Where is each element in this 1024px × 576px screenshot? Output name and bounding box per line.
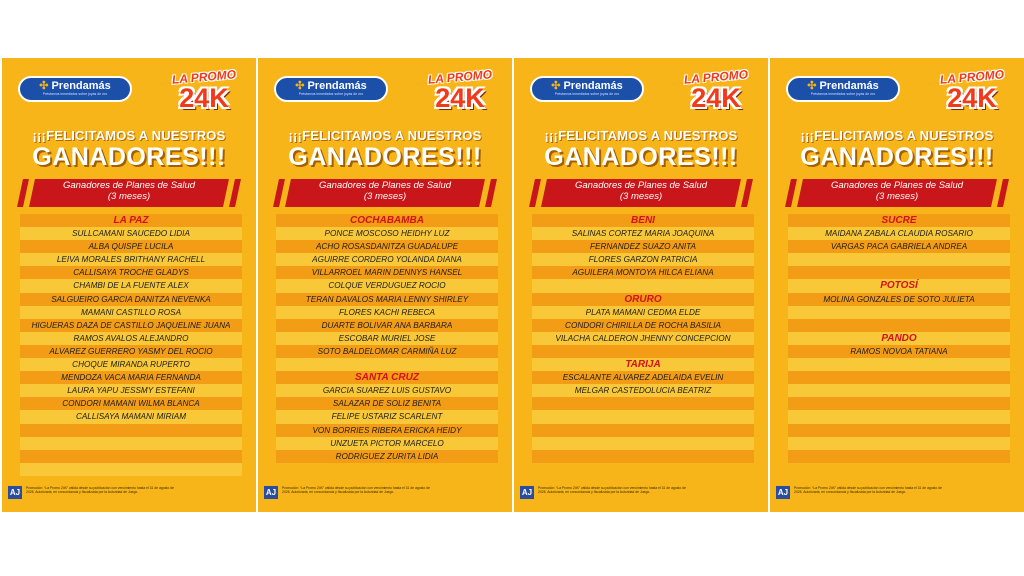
winner-row: CONDORI MAMANI WILMA BLANCA <box>20 397 242 410</box>
headline <box>514 128 768 171</box>
logo-text: Prendamás <box>819 80 879 92</box>
winner-row <box>532 424 754 437</box>
winner-row <box>788 450 1010 463</box>
winner-row <box>788 371 1010 384</box>
logo-mark-icon: ✣ <box>807 80 817 92</box>
winner-row: SULLCAMANI SAUCEDO LIDIA <box>20 227 242 240</box>
banner-stripe <box>741 179 753 207</box>
winner-row: VARGAS PACA GABRIELA ANDREA <box>788 240 1010 253</box>
winner-row: ESCALANTE ALVAREZ ADELAIDA EVELIN <box>532 371 754 384</box>
legal-footer: Promoción: “La Promo 24K” válida desde su publicación con vencimiento hasta el 31 de agosto de 2025. Autorizada, en concordancia y fiscalizada por la Autoridad de Juego. <box>794 486 942 495</box>
headline <box>258 128 512 171</box>
prendamas-logo <box>274 76 388 102</box>
department-heading: SUCRE <box>788 214 1010 227</box>
winner-row <box>788 358 1010 371</box>
prendamas-logo <box>18 76 132 102</box>
department-heading: LA PAZ <box>20 214 242 227</box>
headline-line1: ¡¡¡FELICITAMOS A NUESTROS <box>32 128 226 143</box>
promo-24k-badge <box>680 67 752 119</box>
winner-row: SALGUEIRO GARCIA DANITZA NEVENKA <box>20 293 242 306</box>
winner-row: AGUILERA MONTOYA HILCA ELIANA <box>532 266 754 279</box>
winner-row <box>532 279 754 292</box>
legal-footer: Promoción: “La Promo 24K” válida desde su publicación con vencimiento hasta el 31 de agosto de 2025. Autorizada, en concordancia y fiscalizada por la Autoridad de Juego. <box>538 486 686 495</box>
banner-line1: Ganadores de Planes de Salud <box>830 180 964 191</box>
logo-mark-icon: ✣ <box>295 80 305 92</box>
banner-stripe <box>485 179 497 207</box>
winner-row: SALAZAR DE SOLIZ BENITA <box>276 397 498 410</box>
section-banner-text <box>288 181 482 202</box>
winner-row: LAURA YAPU JESSMY ESTEFANI <box>20 384 242 397</box>
winner-row: HIGUERAS DAZA DE CASTILLO JAQUELINE JUANA <box>20 319 242 332</box>
winner-row: LEIVA MORALES BRITHANY RACHELL <box>20 253 242 266</box>
winner-row: VON BORRIES RIBERA ERICKA HEIDY <box>276 424 498 437</box>
winners-list <box>276 214 498 463</box>
banner-stripe <box>229 179 241 207</box>
winner-row <box>532 450 754 463</box>
winner-row <box>788 319 1010 332</box>
winners-list <box>788 214 1010 463</box>
winner-row <box>788 306 1010 319</box>
winner-row: FELIPE USTARIZ SCARLENT <box>276 410 498 423</box>
winner-row: MAMANI CASTILLO ROSA <box>20 306 242 319</box>
winner-row: VILACHA CALDERON JHENNY CONCEPCION <box>532 332 754 345</box>
banner-line1: Ganadores de Planes de Salud <box>318 180 452 191</box>
promo-24k-badge <box>168 67 240 119</box>
department-heading: COCHABAMBA <box>276 214 498 227</box>
headline-line2: GANADORES!!! <box>32 143 226 171</box>
winner-row: ESCOBAR MURIEL JOSE <box>276 332 498 345</box>
banner-stripe <box>785 179 797 207</box>
banner-line1: Ganadores de Planes de Salud <box>62 180 196 191</box>
winner-row: MENDOZA VACA MARIA FERNANDA <box>20 371 242 384</box>
promo-top-text: LA PROMO <box>427 67 493 87</box>
winner-row: AGUIRRE CORDERO YOLANDA DIANA <box>276 253 498 266</box>
winner-row: SALINAS CORTEZ MARIA JOAQUINA <box>532 227 754 240</box>
winner-row: CHAMBI DE LA FUENTE ALEX <box>20 279 242 292</box>
logo-mark-icon: ✣ <box>551 80 561 92</box>
winner-row <box>788 266 1010 279</box>
logo-text: Prendamás <box>51 80 111 92</box>
winner-row <box>20 463 242 476</box>
winner-row <box>788 384 1010 397</box>
headline-line2: GANADORES!!! <box>800 143 994 171</box>
logo-tagline: Préstamos inmediatos sobre joyas de oro <box>810 92 876 96</box>
promo-top-text: LA PROMO <box>683 67 749 87</box>
winner-row: FERNANDEZ SUAZO ANITA <box>532 240 754 253</box>
department-heading: POTOSÍ <box>788 279 1010 292</box>
logo-text: Prendamás <box>307 80 367 92</box>
winner-row: RAMOS NOVOA TATIANA <box>788 345 1010 358</box>
promo-big-text: 24K <box>947 83 997 113</box>
winners-poster-1 <box>2 58 256 512</box>
winner-row <box>788 424 1010 437</box>
winner-row: CALLISAYA TROCHE GLADYS <box>20 266 242 279</box>
winner-row: GARCIA SUAREZ LUIS GUSTAVO <box>276 384 498 397</box>
winners-poster-2 <box>258 58 512 512</box>
department-heading: TARIJA <box>532 358 754 371</box>
winner-row <box>532 437 754 450</box>
banner-line2: (3 meses) <box>619 190 663 202</box>
logo-tagline: Préstamos inmediatos sobre joyas de oro <box>298 92 364 96</box>
winner-row <box>788 253 1010 266</box>
banner-line2: (3 meses) <box>875 190 919 202</box>
winner-row: FLORES GARZON PATRICIA <box>532 253 754 266</box>
logo-tagline: Préstamos inmediatos sobre joyas de oro <box>42 92 108 96</box>
department-heading: PANDO <box>788 332 1010 345</box>
winner-row <box>788 397 1010 410</box>
prendamas-logo <box>786 76 900 102</box>
section-banner-text <box>800 181 994 202</box>
winner-row: ALBA QUISPE LUCILA <box>20 240 242 253</box>
headline <box>770 128 1024 171</box>
headline-line1: ¡¡¡FELICITAMOS A NUESTROS <box>544 128 738 143</box>
winner-row: ALVAREZ GUERRERO YASMY DEL ROCIO <box>20 345 242 358</box>
winners-list <box>20 214 242 476</box>
authority-logo: AJ <box>521 488 533 497</box>
banner-line2: (3 meses) <box>363 190 407 202</box>
winner-row <box>788 410 1010 423</box>
winners-list <box>532 214 754 463</box>
headline-line1: ¡¡¡FELICITAMOS A NUESTROS <box>800 128 994 143</box>
logo-text: Prendamás <box>563 80 623 92</box>
department-heading: ORURO <box>532 293 754 306</box>
winner-row <box>532 345 754 358</box>
winner-row: MELGAR CASTEDOLUCIA BEATRIZ <box>532 384 754 397</box>
winner-row: COLQUE VERDUGUEZ ROCIO <box>276 279 498 292</box>
legal-footer: Promoción: “La Promo 24K” válida desde su publicación con vencimiento hasta el 31 de agosto de 2025. Autorizada, en concordancia y fiscalizada por la Autoridad de Juego. <box>26 486 174 495</box>
winner-row: SOTO BALDELOMAR CARMIÑA LUZ <box>276 345 498 358</box>
promo-24k-badge <box>424 67 496 119</box>
banner-stripe <box>273 179 285 207</box>
winner-row: ACHO ROSASDANITZA GUADALUPE <box>276 240 498 253</box>
section-banner-text <box>544 181 738 202</box>
winner-row: FLORES KACHI REBECA <box>276 306 498 319</box>
winner-row <box>20 424 242 437</box>
winner-row: UNZUETA PICTOR MARCELO <box>276 437 498 450</box>
winner-row: MAIDANA ZABALA CLAUDIA ROSARIO <box>788 227 1010 240</box>
headline-line2: GANADORES!!! <box>288 143 482 171</box>
promo-big-text: 24K <box>691 83 741 113</box>
winners-poster-3 <box>514 58 768 512</box>
department-heading: BENI <box>532 214 754 227</box>
promo-big-text: 24K <box>435 83 485 113</box>
banner-line1: Ganadores de Planes de Salud <box>574 180 708 191</box>
authority-logo: AJ <box>9 488 21 497</box>
banner-stripe <box>997 179 1009 207</box>
section-banner-text <box>32 181 226 202</box>
winner-row: RAMOS AVALOS ALEJANDRO <box>20 332 242 345</box>
winner-row: CALLISAYA MAMANI MIRIAM <box>20 410 242 423</box>
winner-row: RODRIGUEZ ZURITA LIDIA <box>276 450 498 463</box>
winner-row <box>20 450 242 463</box>
authority-logo: AJ <box>777 488 789 497</box>
logo-tagline: Préstamos inmediatos sobre joyas de oro <box>554 92 620 96</box>
authority-logo: AJ <box>265 488 277 497</box>
banner-stripe <box>529 179 541 207</box>
winner-row <box>788 437 1010 450</box>
winner-row: PONCE MOSCOSO HEIDHY LUZ <box>276 227 498 240</box>
winner-row: CHOQUE MIRANDA RUPERTO <box>20 358 242 371</box>
prendamas-logo <box>530 76 644 102</box>
legal-footer: Promoción: “La Promo 24K” válida desde su publicación con vencimiento hasta el 31 de agosto de 2025. Autorizada, en concordancia y fiscalizada por la Autoridad de Juego. <box>282 486 430 495</box>
winners-poster-4 <box>770 58 1024 512</box>
department-heading: SANTA CRUZ <box>276 371 498 384</box>
headline <box>2 128 256 171</box>
winner-row: PLATA MAMANI CEDMA ELDE <box>532 306 754 319</box>
winner-row: VILLARROEL MARIN DENNYS HANSEL <box>276 266 498 279</box>
winner-row <box>532 397 754 410</box>
logo-mark-icon: ✣ <box>39 80 49 92</box>
winner-row <box>276 358 498 371</box>
winner-row: CONDORI CHIRILLA DE ROCHA BASILIA <box>532 319 754 332</box>
promo-big-text: 24K <box>179 83 229 113</box>
winner-row: TERAN DAVALOS MARIA LENNY SHIRLEY <box>276 293 498 306</box>
promo-top-text: LA PROMO <box>171 67 237 87</box>
promo-top-text: LA PROMO <box>939 67 1005 87</box>
winner-row <box>20 437 242 450</box>
banner-stripe <box>17 179 29 207</box>
winner-row: MOLINA GONZALES DE SOTO JULIETA <box>788 293 1010 306</box>
winner-row <box>532 410 754 423</box>
winner-row: DUARTE BOLIVAR ANA BARBARA <box>276 319 498 332</box>
headline-line1: ¡¡¡FELICITAMOS A NUESTROS <box>288 128 482 143</box>
banner-line2: (3 meses) <box>107 190 151 202</box>
headline-line2: GANADORES!!! <box>544 143 738 171</box>
promo-24k-badge <box>936 67 1008 119</box>
